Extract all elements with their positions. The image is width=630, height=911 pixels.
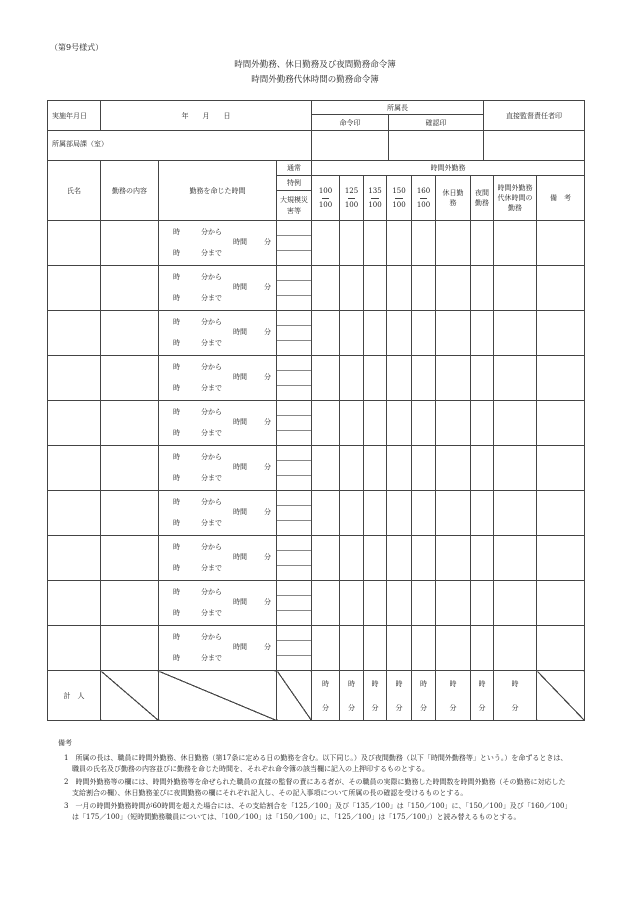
name-cell[interactable] [48, 581, 101, 626]
to-label: 分まで [201, 564, 222, 572]
hours-entry-cell[interactable] [471, 221, 494, 266]
hours-entry-cell[interactable] [340, 311, 364, 356]
note-item-1: 1 所属の長は、職員に時間外勤務、休日勤務（第17条に定める日の勤務を含む。以下同じ。）及び夜間勤務（以下「時間外勤務等」という。）を命ずるときは、職員の氏名及び勤務の内容並びに勤務を命じた時間を、それぞれ命令簿の該当欄に記入の上押印するものとする。 [64, 754, 568, 773]
hours-entry-cell[interactable] [537, 266, 585, 311]
min-label: 分 [264, 328, 271, 336]
hours-entry-cell[interactable] [494, 221, 537, 266]
total-slash [537, 671, 585, 721]
hours-entry-cell[interactable] [340, 536, 364, 581]
total-rate-160: 時 分 [412, 671, 436, 721]
total-rate-125: 時 分 [340, 671, 364, 721]
min-label: 分 [264, 598, 271, 606]
hours-entry-cell[interactable] [387, 581, 412, 626]
from-label: 分から [201, 408, 222, 416]
hour-label: 時 [173, 429, 180, 437]
hour-label: 時 [173, 228, 180, 236]
dept-field[interactable] [48, 131, 312, 161]
hours-entry-cell[interactable] [537, 626, 585, 671]
hours-entry-cell[interactable] [387, 266, 412, 311]
col-name: 氏名 [48, 161, 101, 221]
name-cell[interactable] [48, 311, 101, 356]
hours-entry-cell[interactable] [412, 536, 436, 581]
hours-entry-cell[interactable] [340, 626, 364, 671]
hours-label: 時間 [233, 643, 247, 651]
total-rate-135: 時 分 [364, 671, 387, 721]
rate-num: 160 [416, 186, 431, 195]
hours-entry-cell[interactable] [412, 626, 436, 671]
content-cell[interactable] [101, 401, 159, 446]
min-label: 分 [264, 373, 271, 381]
hours-entry-cell[interactable] [364, 626, 387, 671]
hours-entry-cell[interactable] [340, 446, 364, 491]
total-compensatory: 時 分 [494, 671, 537, 721]
hours-entry-cell[interactable] [537, 356, 585, 401]
order-row [48, 401, 585, 446]
hour-label: 時 [173, 654, 180, 662]
hours-entry-cell[interactable] [471, 536, 494, 581]
category-cell[interactable] [277, 311, 312, 356]
hours-entry-cell[interactable] [471, 626, 494, 671]
content-cell[interactable] [101, 626, 159, 671]
content-cell[interactable] [101, 356, 159, 401]
time-cell[interactable] [159, 626, 277, 671]
hours-entry-cell[interactable] [364, 491, 387, 536]
order-seal-label: 命令印 [312, 115, 389, 131]
hours-entry-cell[interactable] [471, 446, 494, 491]
hours-entry-cell[interactable] [537, 581, 585, 626]
hours-entry-cell[interactable] [340, 581, 364, 626]
date-label: 実施年月日 [48, 101, 101, 131]
hours-entry-cell[interactable] [471, 311, 494, 356]
from-label: 分から [201, 453, 222, 461]
order-table [47, 160, 585, 721]
hours-entry-cell[interactable] [312, 536, 340, 581]
time-cell[interactable] [159, 356, 277, 401]
hours-entry-cell[interactable] [340, 356, 364, 401]
hours-label: 時間 [233, 238, 247, 246]
from-label: 分から [201, 543, 222, 551]
hours-entry-cell[interactable] [412, 401, 436, 446]
hours-entry-cell[interactable] [471, 266, 494, 311]
hours-entry-cell[interactable] [537, 401, 585, 446]
rate-num: 100 [318, 186, 333, 195]
min-label: 分 [264, 283, 271, 291]
hours-entry-cell[interactable] [387, 356, 412, 401]
to-label: 分まで [201, 339, 222, 347]
content-cell[interactable] [101, 446, 159, 491]
from-label: 分から [201, 273, 222, 281]
category-cell[interactable] [277, 491, 312, 536]
hours-entry-cell[interactable] [364, 221, 387, 266]
hours-entry-cell[interactable] [364, 536, 387, 581]
supervisor-seal-box[interactable] [484, 131, 585, 161]
hours-entry-cell[interactable] [364, 266, 387, 311]
rate-den: 100 [416, 200, 431, 209]
time-cell[interactable] [159, 401, 277, 446]
time-cell[interactable] [159, 536, 277, 581]
rate-135 [364, 176, 387, 221]
hours-entry-cell[interactable] [312, 626, 340, 671]
rate-160 [412, 176, 436, 221]
hours-entry-cell[interactable] [436, 491, 471, 536]
order-row [48, 536, 585, 581]
rate-den: 100 [368, 200, 382, 209]
order-row [48, 626, 585, 671]
total-slash [101, 671, 159, 721]
hours-entry-cell[interactable] [494, 491, 537, 536]
content-cell[interactable] [101, 311, 159, 356]
hours-entry-cell[interactable] [494, 446, 537, 491]
hours-entry-cell[interactable] [436, 626, 471, 671]
time-cell[interactable] [159, 221, 277, 266]
notes-heading: 備考 [58, 739, 72, 747]
hours-entry-cell[interactable] [340, 491, 364, 536]
dept-label: 所属部局課（室） [52, 140, 108, 148]
hours-label: 時間 [233, 553, 247, 561]
hours-entry-cell[interactable] [412, 356, 436, 401]
content-cell[interactable] [101, 221, 159, 266]
hours-label: 時間 [233, 283, 247, 291]
to-label: 分まで [201, 609, 222, 617]
hour-label: 時 [173, 318, 180, 326]
hours-entry-cell[interactable] [387, 491, 412, 536]
to-label: 分まで [201, 474, 222, 482]
hours-entry-cell[interactable] [312, 446, 340, 491]
hours-entry-cell[interactable] [537, 311, 585, 356]
category-cell[interactable] [277, 581, 312, 626]
min-label: 分 [264, 418, 271, 426]
hours-entry-cell[interactable] [312, 356, 340, 401]
hour-label: 時 [173, 339, 180, 347]
from-label: 分から [201, 318, 222, 326]
name-cell[interactable] [48, 536, 101, 581]
category-cell[interactable] [277, 356, 312, 401]
hour-label: 時 [173, 294, 180, 302]
time-cell[interactable] [159, 266, 277, 311]
to-label: 分まで [201, 249, 222, 257]
hours-entry-cell[interactable] [412, 266, 436, 311]
hours-entry-cell[interactable] [494, 266, 537, 311]
hours-entry-cell[interactable] [312, 581, 340, 626]
hours-label: 時間 [233, 418, 247, 426]
order-row [48, 221, 585, 266]
from-label: 分から [201, 228, 222, 236]
name-cell[interactable] [48, 491, 101, 536]
hours-label: 時間 [233, 598, 247, 606]
category-cell[interactable] [277, 221, 312, 266]
form-title: 時間外勤務、休日勤務及び夜間勤務命令簿 [234, 60, 396, 70]
hour-label: 時 [173, 588, 180, 596]
hours-entry-cell[interactable] [412, 581, 436, 626]
rate-100 [312, 176, 340, 221]
col-special: 特例 [277, 176, 312, 191]
hour-label: 時 [173, 453, 180, 461]
category-cell[interactable] [277, 626, 312, 671]
hours-entry-cell[interactable] [537, 536, 585, 581]
header-table [47, 100, 585, 161]
content-cell[interactable] [101, 536, 159, 581]
from-label: 分から [201, 498, 222, 506]
hours-entry-cell[interactable] [364, 311, 387, 356]
hour-label: 時 [173, 633, 180, 641]
time-cell[interactable] [159, 491, 277, 536]
hours-label: 時間 [233, 373, 247, 381]
name-cell[interactable] [48, 266, 101, 311]
hours-entry-cell[interactable] [387, 401, 412, 446]
hour-label: 時 [173, 498, 180, 506]
hours-label: 時間 [233, 328, 247, 336]
hours-entry-cell[interactable] [471, 581, 494, 626]
total-label: 計 人 [48, 671, 101, 721]
col-content: 勤務の内容 [101, 161, 159, 221]
supervisor-label: 直接監督責任者印 [484, 101, 585, 131]
hour-label: 時 [173, 384, 180, 392]
hours-entry-cell[interactable] [471, 356, 494, 401]
note-item-2: 2 時間外勤務等の欄には、時間外勤務等を命ぜられた職員の直接の監督の責にある者が、その職員の実際に勤務した時間数を時間外勤務（その勤務に対応した支給割合の欄）、休日勤務並びに夜間勤務の欄にそれぞれ記入し、その記入事項について所属の長の確認を受けるものとする。 [64, 778, 566, 797]
hour-label: 時 [173, 543, 180, 551]
hours-entry-cell[interactable] [312, 221, 340, 266]
time-cell[interactable] [159, 311, 277, 356]
hours-entry-cell[interactable] [412, 491, 436, 536]
hours-entry-cell[interactable] [436, 356, 471, 401]
min-label: 分 [264, 463, 271, 471]
name-cell[interactable] [48, 446, 101, 491]
min-label: 分 [264, 643, 271, 651]
hours-entry-cell[interactable] [436, 446, 471, 491]
hour-label: 時 [173, 363, 180, 371]
hours-entry-cell[interactable] [412, 311, 436, 356]
time-cell[interactable] [159, 581, 277, 626]
date-field[interactable]: 年 月 日 [101, 101, 312, 131]
hours-entry-cell[interactable] [494, 581, 537, 626]
order-row [48, 266, 585, 311]
chief-label: 所属長 [312, 101, 484, 115]
category-cell[interactable] [277, 401, 312, 446]
to-label: 分まで [201, 294, 222, 302]
hours-entry-cell[interactable] [436, 221, 471, 266]
total-rate-100: 時 分 [312, 671, 340, 721]
hours-entry-cell[interactable] [494, 401, 537, 446]
to-label: 分まで [201, 429, 222, 437]
hours-entry-cell[interactable] [436, 536, 471, 581]
rate-num: 125 [344, 186, 359, 195]
hour-label: 時 [173, 408, 180, 416]
from-label: 分から [201, 363, 222, 371]
col-remarks: 備 考 [537, 176, 585, 221]
hours-entry-cell[interactable] [364, 446, 387, 491]
rate-num: 135 [368, 186, 382, 195]
to-label: 分まで [201, 654, 222, 662]
confirm-seal-label: 確認印 [389, 115, 484, 131]
hours-entry-cell[interactable] [387, 221, 412, 266]
hours-entry-cell[interactable] [387, 311, 412, 356]
col-compensatory: 時間外勤務代休時間の勤務 [494, 176, 537, 221]
hours-entry-cell[interactable] [537, 491, 585, 536]
col-holiday: 休日勤務 [436, 176, 471, 221]
hours-entry-cell[interactable] [436, 401, 471, 446]
hours-entry-cell[interactable] [494, 626, 537, 671]
hours-entry-cell[interactable] [340, 266, 364, 311]
note-item-3: 3 一月の時間外勤務時間が60時間を超えた場合には、その支給割合を「125／100」及び「135／100」は「150／100」に、「150／100」及び「160／100」は「175／100」（短時間勤務職員については、「100／100」は「150／100」に、「125／100」は「175／100」）と読み替えるものとする。 [64, 802, 568, 821]
hours-entry-cell[interactable] [537, 221, 585, 266]
col-overtime-group: 時間外勤務 [312, 161, 585, 176]
rate-den: 100 [392, 200, 406, 209]
order-row [48, 446, 585, 491]
col-normal: 通常 [277, 161, 312, 176]
content-cell[interactable] [101, 581, 159, 626]
hours-entry-cell[interactable] [364, 356, 387, 401]
category-cell[interactable] [277, 536, 312, 581]
hours-entry-cell[interactable] [412, 221, 436, 266]
rate-den: 100 [318, 200, 333, 209]
total-night: 時 分 [471, 671, 494, 721]
hours-entry-cell[interactable] [340, 221, 364, 266]
hour-label: 時 [173, 609, 180, 617]
hours-entry-cell[interactable] [436, 581, 471, 626]
min-label: 分 [264, 553, 271, 561]
rate-150 [387, 176, 412, 221]
order-row [48, 491, 585, 536]
min-label: 分 [264, 238, 271, 246]
total-holiday: 時 分 [436, 671, 471, 721]
hour-label: 時 [173, 273, 180, 281]
category-cell[interactable] [277, 446, 312, 491]
content-cell[interactable] [101, 266, 159, 311]
min-label: 分 [264, 508, 271, 516]
hour-label: 時 [173, 519, 180, 527]
hours-entry-cell[interactable] [387, 536, 412, 581]
to-label: 分まで [201, 384, 222, 392]
order-row [48, 356, 585, 401]
hours-entry-cell[interactable] [340, 401, 364, 446]
notes-section [58, 738, 568, 825]
content-cell[interactable] [101, 491, 159, 536]
hours-entry-cell[interactable] [412, 446, 436, 491]
total-slash [159, 671, 277, 721]
confirm-seal-box[interactable] [389, 131, 484, 161]
name-cell[interactable] [48, 221, 101, 266]
hours-entry-cell[interactable] [537, 446, 585, 491]
from-label: 分から [201, 633, 222, 641]
hour-label: 時 [173, 564, 180, 572]
hours-entry-cell[interactable] [312, 401, 340, 446]
hour-label: 時 [173, 474, 180, 482]
time-cell[interactable] [159, 446, 277, 491]
category-cell[interactable] [277, 266, 312, 311]
order-row [48, 311, 585, 356]
rate-den: 100 [344, 200, 359, 209]
hours-entry-cell[interactable] [494, 536, 537, 581]
hours-entry-cell[interactable] [312, 311, 340, 356]
hours-entry-cell[interactable] [387, 626, 412, 671]
hours-entry-cell[interactable] [436, 266, 471, 311]
hours-entry-cell[interactable] [387, 446, 412, 491]
hours-entry-cell[interactable] [364, 581, 387, 626]
name-cell[interactable] [48, 356, 101, 401]
total-rate-150: 時 分 [387, 671, 412, 721]
rate-125 [340, 176, 364, 221]
hours-entry-cell[interactable] [471, 491, 494, 536]
total-slash [277, 671, 312, 721]
col-ordered-time: 勤務を命じた時間 [159, 161, 277, 221]
order-row [48, 581, 585, 626]
hours-entry-cell[interactable] [471, 401, 494, 446]
hours-entry-cell[interactable] [494, 311, 537, 356]
col-disaster: 大規模災害等 [277, 191, 312, 221]
hours-entry-cell[interactable] [436, 311, 471, 356]
hour-label: 時 [173, 249, 180, 257]
rate-num: 150 [392, 186, 406, 195]
hours-label: 時間 [233, 508, 247, 516]
hours-label: 時間 [233, 463, 247, 471]
form-number: （第9号様式） [50, 43, 104, 52]
name-cell[interactable] [48, 401, 101, 446]
name-cell[interactable] [48, 626, 101, 671]
from-label: 分から [201, 588, 222, 596]
order-seal-box[interactable] [312, 131, 389, 161]
hours-entry-cell[interactable] [312, 266, 340, 311]
hours-entry-cell[interactable] [364, 401, 387, 446]
to-label: 分まで [201, 519, 222, 527]
col-night: 夜間勤務 [471, 176, 494, 221]
hours-entry-cell[interactable] [494, 356, 537, 401]
form-subtitle: 時間外勤務代休時間の勤務命令簿 [251, 75, 379, 85]
hours-entry-cell[interactable] [312, 491, 340, 536]
